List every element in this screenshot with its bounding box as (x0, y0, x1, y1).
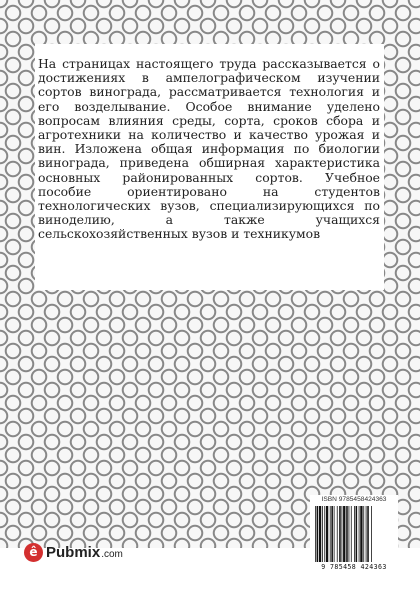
publisher-logo (24, 541, 123, 563)
barcode-bar (322, 506, 323, 562)
barcode-bar (349, 506, 350, 562)
barcode-bar (351, 506, 352, 562)
barcode-bar (324, 506, 325, 562)
barcode-bar (359, 506, 360, 562)
barcode-bar (367, 506, 369, 562)
barcode-bar (366, 506, 367, 562)
barcode-bar (315, 506, 316, 562)
barcode-bar (354, 506, 355, 562)
barcode-graphic (314, 506, 394, 562)
isbn-label: ISBN 9785458424363 (321, 496, 387, 503)
barcode-bar (330, 506, 331, 562)
publisher-name: Pubmix (46, 543, 101, 561)
barcode-bar (339, 506, 341, 562)
barcode-bar (343, 506, 345, 562)
barcode-bar (334, 506, 335, 562)
barcode-bar (326, 506, 328, 562)
barcode-bar (363, 506, 364, 562)
barcode-bar (346, 506, 348, 562)
barcode-bar (360, 506, 362, 562)
barcode-bar (331, 506, 333, 562)
isbn-block (310, 495, 398, 578)
barcode-bar (337, 506, 338, 562)
barcode-bar (317, 506, 319, 562)
book-description: На страницах настоящего труда рассказывается о достижениях в ампелографическом изучении сортов винограда, рассматривается технология и его возделывание. Особое внимание уделено вопросам влияния среды, сорта, сроков сбора и агротехники на количество и качество урожая и вин. Изложена общая информация по биологии винограда, приведена обширная характеристика основных районированных сортов. Учебное пособие ориентировано на студентов технологических вузов, специализирующихся по виноделию, а также учащихся сельскохозяйственных вузов и техникумов (38, 56, 380, 242)
barcode-digits: 9 785458 424363 (321, 563, 387, 571)
publisher-mark-icon: ê (24, 543, 43, 562)
barcode-bar (371, 506, 372, 562)
barcode-bar (319, 506, 321, 562)
barcode-bar (342, 506, 343, 562)
description-panel (35, 44, 384, 290)
barcode-bar (356, 506, 358, 562)
publisher-domain: .com (101, 549, 123, 560)
